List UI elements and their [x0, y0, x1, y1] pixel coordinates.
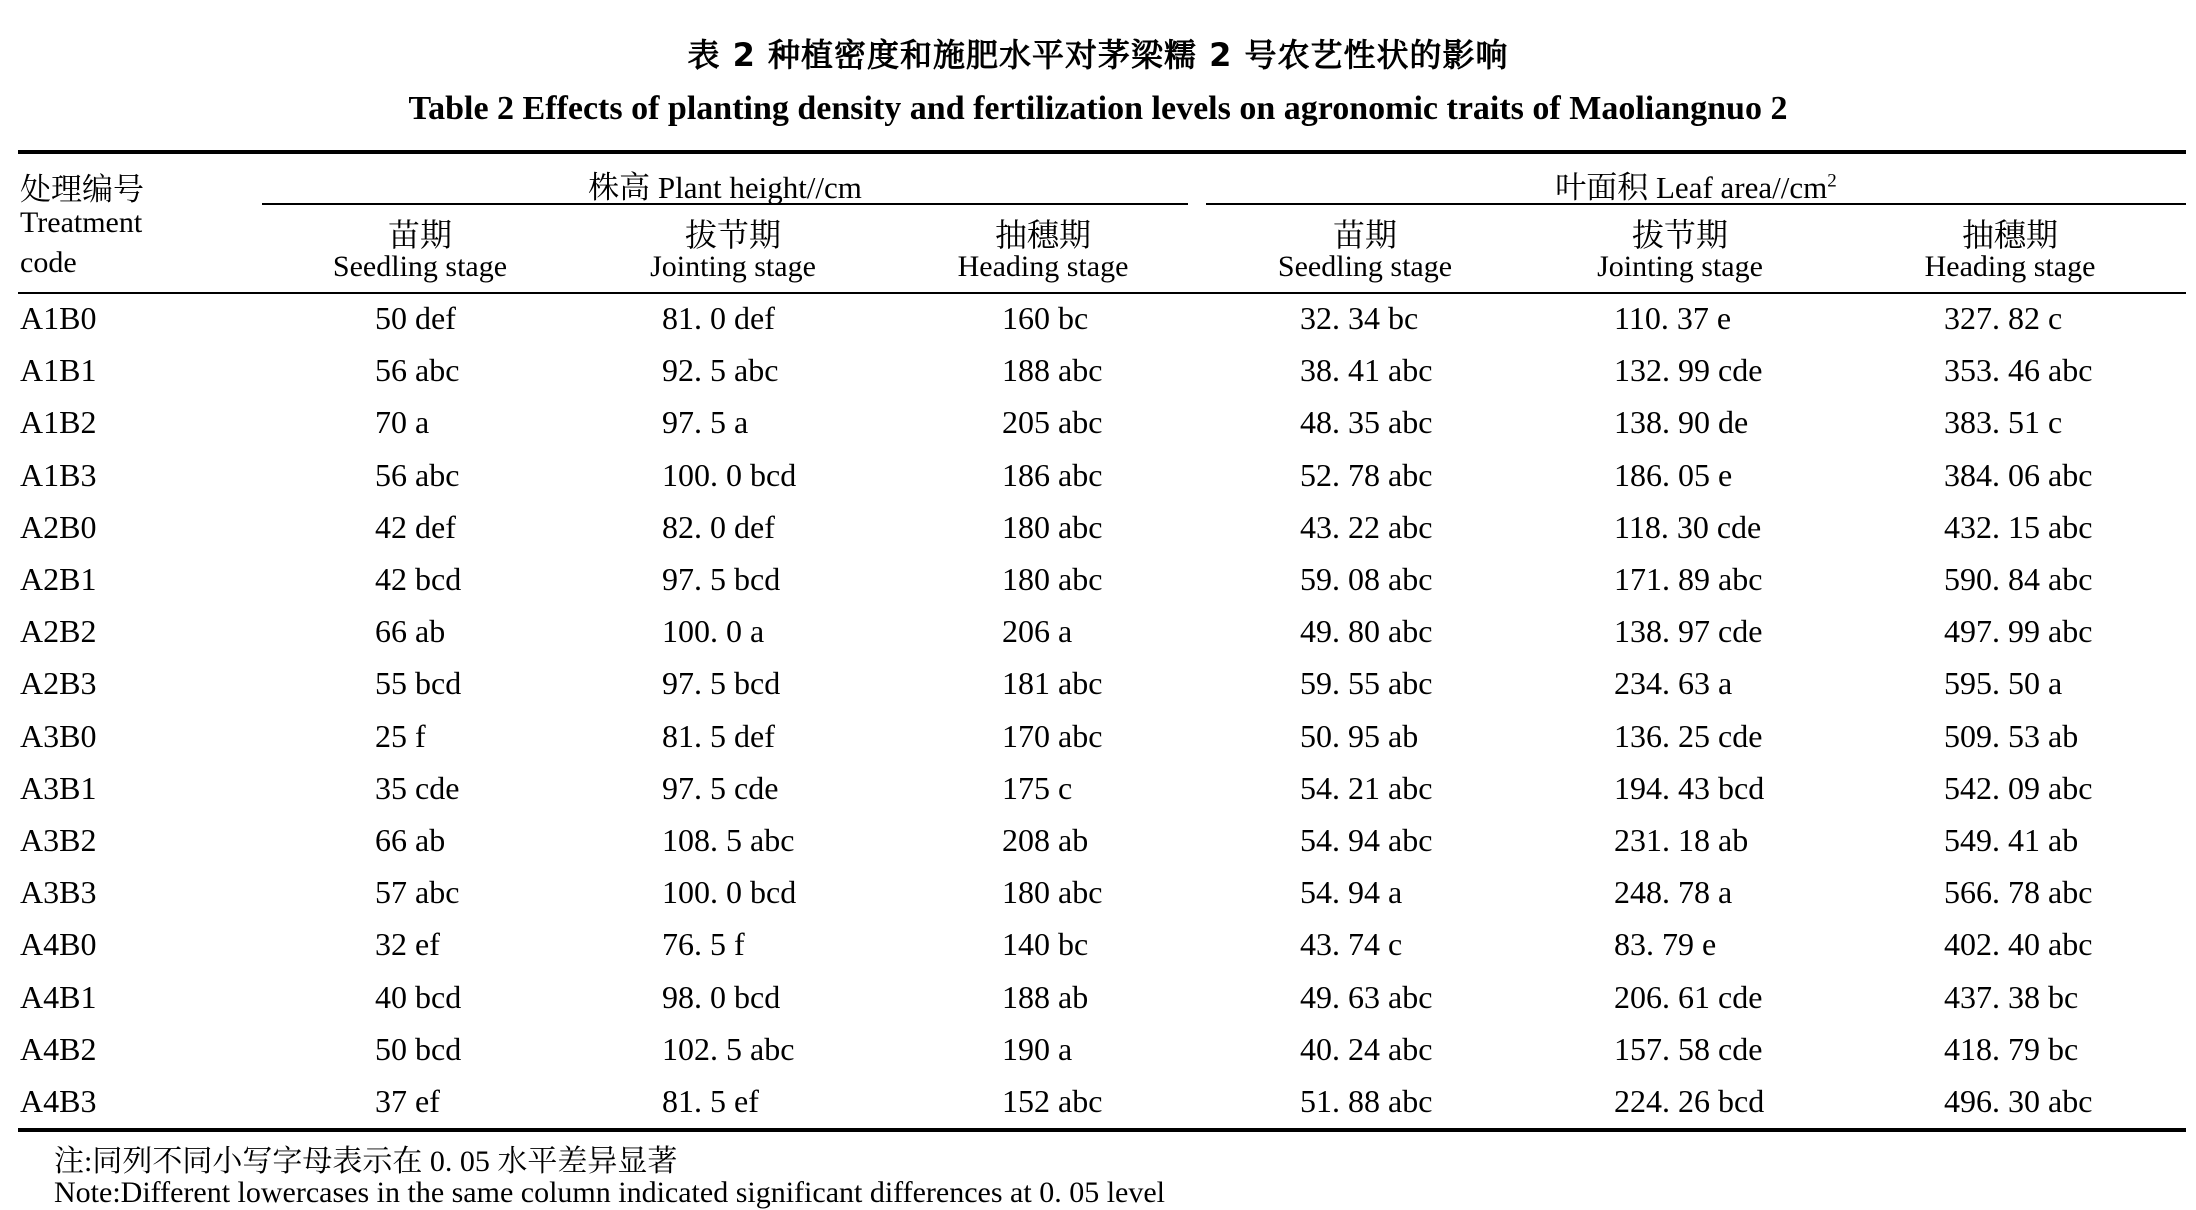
header-bottom-rule [18, 292, 2186, 294]
table-cell: 327. 82 c [1944, 300, 2063, 336]
top-rule [18, 150, 2186, 154]
table-cell: 206 a [1002, 613, 1073, 649]
table-cell: 56 abc [375, 457, 460, 493]
treatment-code-cell: A3B3 [20, 874, 97, 910]
bottom-rule [18, 1128, 2186, 1132]
header-stage-en: Seedling stage [1277, 250, 1453, 283]
table-cell: 437. 38 bc [1944, 979, 2079, 1015]
treatment-code-cell: A3B1 [20, 770, 97, 806]
table-cell: 175 c [1002, 770, 1073, 806]
table-cell: 108. 5 abc [662, 822, 795, 858]
table-cell: 59. 55 abc [1300, 665, 1433, 701]
table-cell: 40 bcd [375, 979, 462, 1015]
table-cell: 43. 22 abc [1300, 509, 1433, 545]
header-stage-cn: 抽穗期 [994, 216, 1091, 254]
table-cell: 81. 5 ef [662, 1083, 759, 1119]
table-cell: 49. 63 abc [1300, 979, 1433, 1015]
header-group-plant-height [262, 162, 1188, 207]
table-cell: 42 bcd [375, 561, 462, 597]
header-stage-en: Heading stage [1924, 250, 2096, 283]
table-cell: 248. 78 a [1614, 874, 1733, 910]
table-cell: 32. 34 bc [1300, 300, 1419, 336]
table-cell: 102. 5 abc [662, 1031, 795, 1067]
header-group-leaf-area-label: 叶面积 Leaf area//cm [1555, 170, 1828, 205]
table-cell: 100. 0 a [662, 613, 765, 649]
treatment-code-cell: A1B0 [20, 300, 97, 336]
table-cell: 97. 5 bcd [662, 665, 781, 701]
table-cell: 55 bcd [375, 665, 462, 701]
table-cell: 118. 30 cde [1614, 509, 1762, 545]
table-cell: 56 abc [375, 352, 460, 388]
table-cell: 50. 95 ab [1300, 718, 1419, 754]
treatment-code-cell: A2B1 [20, 561, 97, 597]
table-cell: 224. 26 bcd [1614, 1083, 1765, 1119]
table-cell: 50 def [375, 300, 456, 336]
table-cell: 181 abc [1002, 665, 1103, 701]
table-cell: 138. 90 de [1614, 404, 1749, 440]
table-cell: 234. 63 a [1614, 665, 1733, 701]
table-cell: 566. 78 abc [1944, 874, 2093, 910]
table-cell: 54. 21 abc [1300, 770, 1433, 806]
header-treatment-cn: 处理编号 [20, 172, 144, 208]
table-cell: 152 abc [1002, 1083, 1103, 1119]
header-stage-en: Jointing stage [1597, 250, 1763, 283]
table-cell: 97. 5 bcd [662, 561, 781, 597]
table-cell: 66 ab [375, 822, 446, 858]
table-cell: 206. 61 cde [1614, 979, 1763, 1015]
table-cell: 353. 46 abc [1944, 352, 2093, 388]
table-cell: 70 a [375, 404, 430, 440]
table-cell: 188 ab [1002, 979, 1089, 1015]
header-group-leaf-area-unit-exponent: 2 [1827, 170, 1837, 192]
table-cell: 82. 0 def [662, 509, 775, 545]
table-cell: 157. 58 cde [1614, 1031, 1763, 1067]
treatment-code-cell: A4B3 [20, 1083, 97, 1119]
table-cell: 52. 78 abc [1300, 457, 1433, 493]
table-cell: 542. 09 abc [1944, 770, 2093, 806]
table-cell: 231. 18 ab [1614, 822, 1749, 858]
treatment-code-cell: A3B0 [20, 718, 97, 754]
table-cell: 595. 50 a [1944, 665, 2063, 701]
table-cell: 402. 40 abc [1944, 926, 2093, 962]
header-group-plant-height-label: 株高 Plant height//cm [588, 170, 862, 205]
table-cell: 180 abc [1002, 509, 1103, 545]
treatment-code-cell: A2B3 [20, 665, 97, 701]
table-cell: 180 abc [1002, 874, 1103, 910]
table-cell: 418. 79 bc [1944, 1031, 2079, 1067]
table-cell: 186 abc [1002, 457, 1103, 493]
table-cell: 384. 06 abc [1944, 457, 2093, 493]
treatment-code-cell: A2B0 [20, 509, 97, 545]
treatment-code-cell: A1B1 [20, 352, 97, 388]
table-cell: 98. 0 bcd [662, 979, 781, 1015]
table-cell: 40. 24 abc [1300, 1031, 1433, 1067]
table-cell: 383. 51 c [1944, 404, 2063, 440]
table-cell: 54. 94 abc [1300, 822, 1433, 858]
table-cell: 37 ef [375, 1083, 440, 1119]
treatment-code-cell: A2B2 [20, 613, 97, 649]
table-title-cn: 表 2 种植密度和施肥水平对茅梁糯 2 号农艺性状的影响 [687, 36, 1509, 74]
table-cell: 180 abc [1002, 561, 1103, 597]
header-stage-en: Heading stage [957, 250, 1129, 283]
table-cell: 432. 15 abc [1944, 509, 2093, 545]
table-cell: 549. 41 ab [1944, 822, 2079, 858]
table-cell: 51. 88 abc [1300, 1083, 1433, 1119]
table-cell: 50 bcd [375, 1031, 462, 1067]
table-cell: 66 ab [375, 613, 446, 649]
treatment-code-cell: A4B1 [20, 979, 97, 1015]
header-stage-en: Seedling stage [332, 250, 508, 283]
table-cell: 81. 5 def [662, 718, 775, 754]
table-cell: 97. 5 a [662, 404, 749, 440]
table-cell: 54. 94 a [1300, 874, 1403, 910]
table-cell: 190 a [1002, 1031, 1073, 1067]
table-cell: 188 abc [1002, 352, 1103, 388]
header-treatment-en-1: Treatment [20, 206, 143, 239]
table-cell: 38. 41 abc [1300, 352, 1433, 388]
table-cell: 194. 43 bcd [1614, 770, 1765, 806]
header-stage-cn: 苗期 [1332, 216, 1397, 254]
header-stage-en: Jointing stage [650, 250, 816, 283]
table-cell: 186. 05 e [1614, 457, 1733, 493]
treatment-code-cell: A4B2 [20, 1031, 97, 1067]
table-cell: 81. 0 def [662, 300, 775, 336]
table-cell: 110. 37 e [1614, 300, 1732, 336]
table-title-en: Table 2 Effects of planting density and fertilization levels on agronomic traits of Maoliangnuo 2 [408, 90, 1788, 127]
table-cell: 25 f [375, 718, 426, 754]
table-cell: 92. 5 abc [662, 352, 779, 388]
table-cell: 132. 99 cde [1614, 352, 1763, 388]
table-cell: 160 bc [1002, 300, 1089, 336]
header-stage-cn: 抽穗期 [1961, 216, 2058, 254]
header-stage-cn: 苗期 [387, 216, 452, 254]
header-treatment-en-2: code [20, 246, 77, 279]
table-cell: 100. 0 bcd [662, 457, 797, 493]
note-en: Note:Different lowercases in the same column indicated significant differences at 0. 05 level [54, 1176, 1165, 1209]
table-cell: 48. 35 abc [1300, 404, 1433, 440]
table-cell: 509. 53 ab [1944, 718, 2079, 754]
table-cell: 138. 97 cde [1614, 613, 1763, 649]
header-stage-cn: 拔节期 [1631, 216, 1728, 254]
table-cell: 83. 79 e [1614, 926, 1717, 962]
header-group-leaf-area [1206, 162, 2186, 207]
table-cell: 205 abc [1002, 404, 1103, 440]
treatment-code-cell: A1B3 [20, 457, 97, 493]
table-cell: 59. 08 abc [1300, 561, 1433, 597]
table-cell: 32 ef [375, 926, 440, 962]
table-cell: 57 abc [375, 874, 460, 910]
table-cell: 35 cde [375, 770, 460, 806]
table-cell: 208 ab [1002, 822, 1089, 858]
table-cell: 496. 30 abc [1944, 1083, 2093, 1119]
table-cell: 140 bc [1002, 926, 1089, 962]
treatment-code-cell: A1B2 [20, 404, 97, 440]
table-cell: 136. 25 cde [1614, 718, 1763, 754]
header-stage-cn: 拔节期 [684, 216, 781, 254]
treatment-code-cell: A4B0 [20, 926, 97, 962]
table-cell: 97. 5 cde [662, 770, 779, 806]
table-cell: 590. 84 abc [1944, 561, 2093, 597]
table-cell: 100. 0 bcd [662, 874, 797, 910]
table-cell: 76. 5 f [662, 926, 745, 962]
table-cell: 42 def [375, 509, 456, 545]
table-cell: 497. 99 abc [1944, 613, 2093, 649]
treatment-code-cell: A3B2 [20, 822, 97, 858]
table-cell: 49. 80 abc [1300, 613, 1433, 649]
note-cn: 注:同列不同小写字母表示在 0. 05 水平差异显著 [54, 1145, 678, 1178]
table-cell: 170 abc [1002, 718, 1103, 754]
table-cell: 171. 89 abc [1614, 561, 1763, 597]
table-cell: 43. 74 c [1300, 926, 1403, 962]
